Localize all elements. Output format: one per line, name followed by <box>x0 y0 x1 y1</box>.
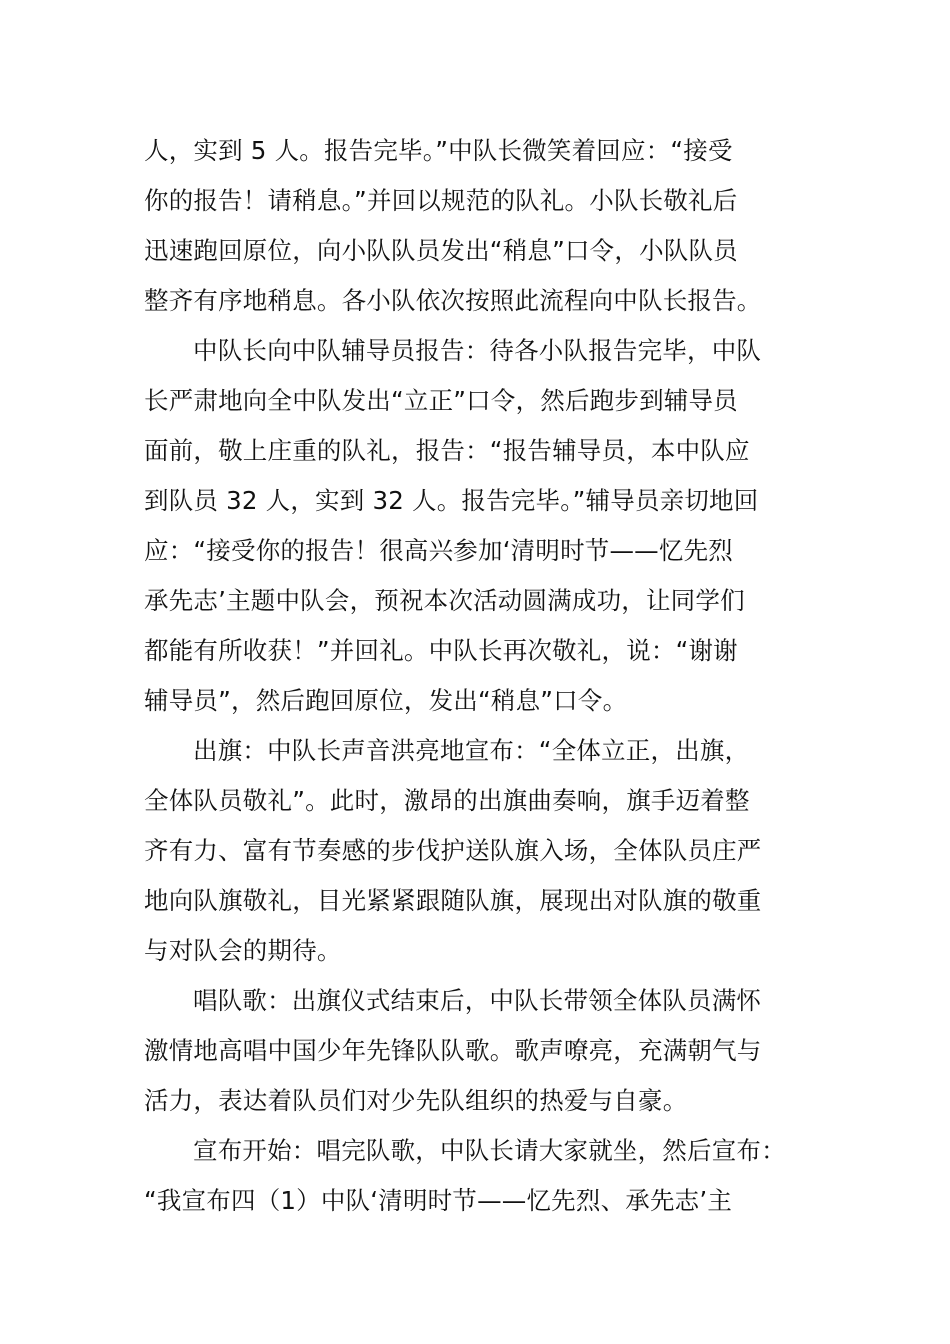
paragraph-first-line: 唱队歌：出旗仪式结束后，中队长带领全体队员满怀 <box>193 986 762 1015</box>
text-line: 都能有所收获！”并回礼。中队长再次敬礼，说：“谢谢 <box>144 636 738 665</box>
paragraph-first-line: 宣布开始：唱完队歌，中队长请大家就坐，然后宣布： <box>193 1136 786 1165</box>
text-line: 齐有力、富有节奏感的步伐护送队旗入场，全体队员庄严 <box>144 836 762 865</box>
text-line: 与对队会的期待。 <box>144 936 342 965</box>
text-line: 辅导员”，然后跑回原位，发出“稍息”口令。 <box>144 686 628 715</box>
text-line: 你的报告！请稍息。”并回以规范的队礼。小队长敬礼后 <box>144 186 738 215</box>
text-line: 到队员 32 人，实到 32 人。报告完毕。”辅导员亲切地回 <box>144 486 759 515</box>
text-line: “我宣布四（1）中队‘清明时节——忆先烈、承先志’主 <box>144 1186 733 1215</box>
text-line: 长严肃地向全中队发出“立正”口令，然后跑步到辅导员 <box>144 386 738 415</box>
text-line: 应：“接受你的报告！很高兴参加‘清明时节——忆先烈 <box>144 536 733 565</box>
text-line: 活力，表达着队员们对少先队组织的热爱与自豪。 <box>144 1086 688 1115</box>
text-line: 人，实到 5 人。报告完毕。”中队长微笑着回应：“接受 <box>144 136 733 165</box>
paragraph-first-line: 中队长向中队辅导员报告：待各小队报告完毕，中队 <box>193 336 762 365</box>
text-line: 激情地高唱中国少年先锋队队歌。歌声嘹亮，充满朝气与 <box>144 1036 762 1065</box>
text-line: 整齐有序地稍息。各小队依次按照此流程向中队长报告。 <box>144 286 762 315</box>
text-line: 承先志’主题中队会，预祝本次活动圆满成功，让同学们 <box>144 586 745 615</box>
text-line: 面前，敬上庄重的队礼，报告：“报告辅导员，本中队应 <box>144 436 750 465</box>
text-line: 迅速跑回原位，向小队队员发出“稍息”口令，小队队员 <box>144 236 738 265</box>
paragraph-first-line: 出旗：中队长声音洪亮地宣布：“全体立正，出旗， <box>193 736 750 765</box>
text-line: 全体队员敬礼”。此时，激昂的出旗曲奏响，旗手迈着整 <box>144 786 750 815</box>
text-line: 地向队旗敬礼，目光紧紧跟随队旗，展现出对队旗的敬重 <box>144 886 762 915</box>
